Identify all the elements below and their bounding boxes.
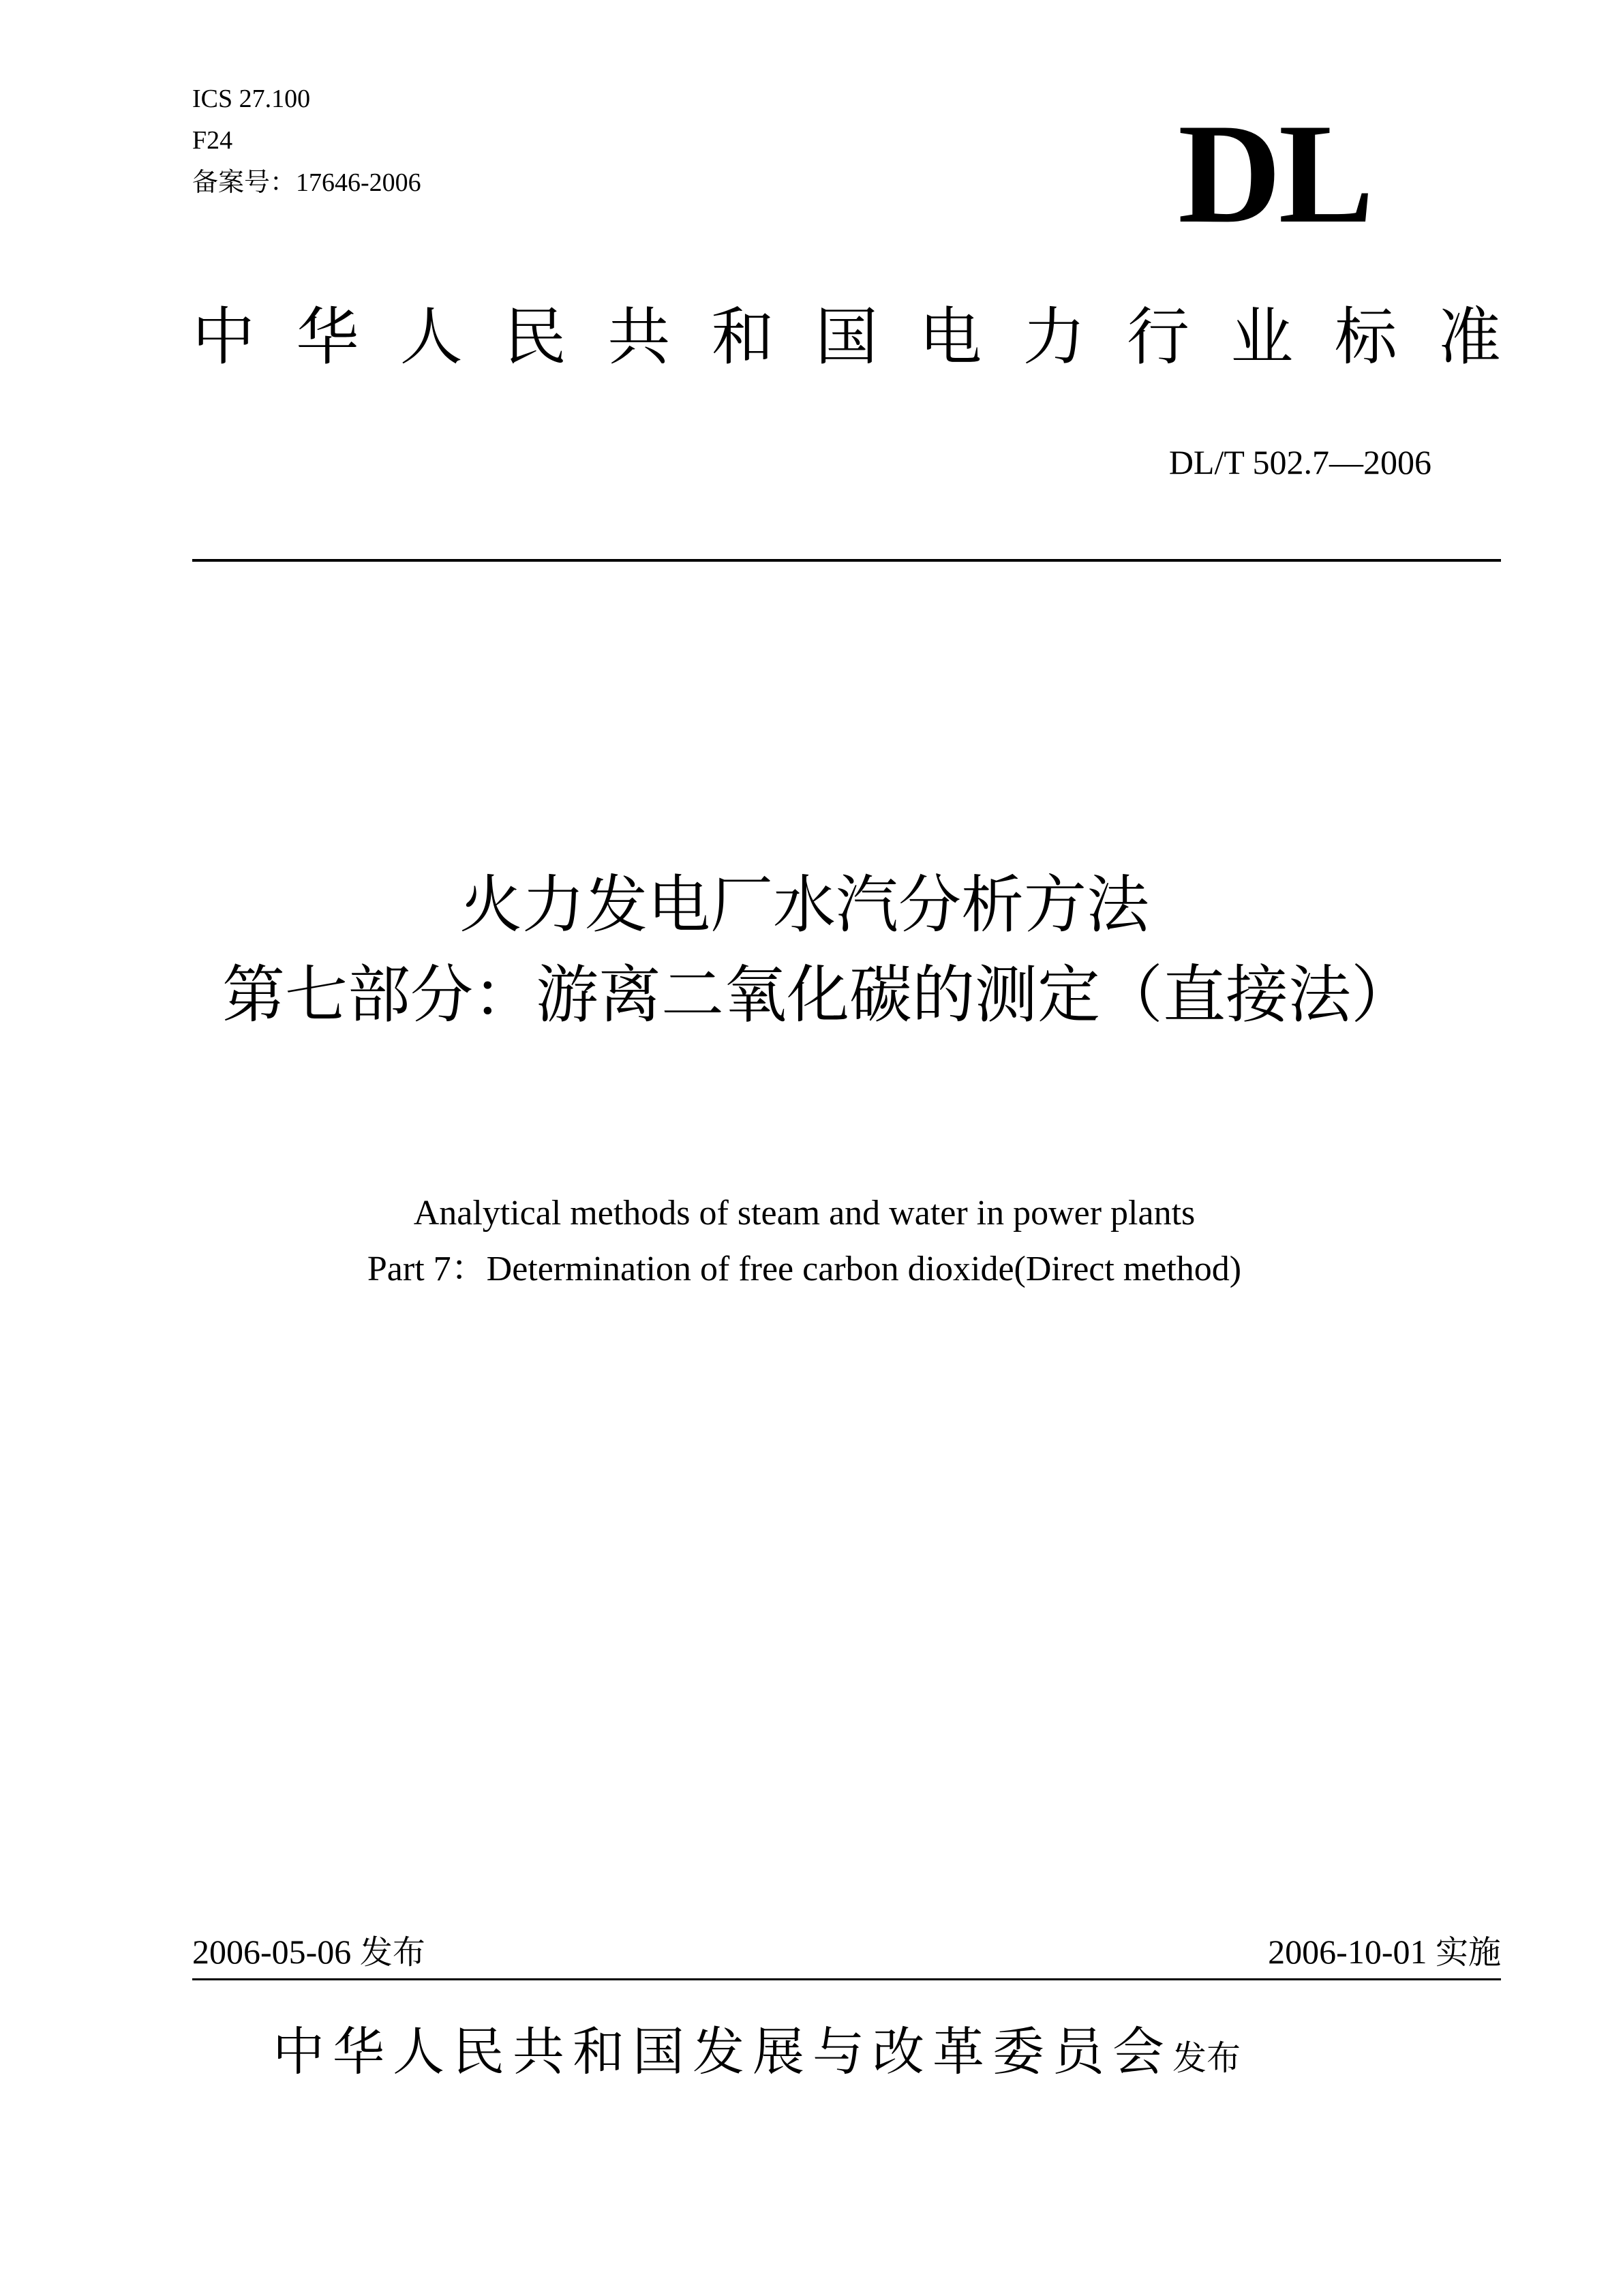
standard-category-char: 国 [815, 301, 878, 374]
title-chinese-line-1: 火力发电厂水汽分析方法 [459, 868, 1149, 941]
title-english-line-1: Analytical methods of steam and water in power plants [413, 1194, 1196, 1233]
standard-category-char: 力 [1022, 301, 1086, 374]
standard-category-char: 准 [1438, 301, 1501, 374]
ics-code: ICS 27.100 [192, 85, 311, 113]
standard-category-char: 民 [503, 301, 566, 374]
standard-category-char: 共 [607, 301, 671, 374]
standard-category-char: 电 [919, 301, 982, 374]
standard-number: DL/T 502.7—2006 [1168, 443, 1431, 481]
standard-category [192, 300, 1501, 375]
dl-logo: DL [1178, 95, 1371, 253]
issue-date [192, 1931, 425, 1974]
standard-category-char: 标 [1334, 301, 1397, 374]
issuing-organization: 中华人民共和国发展与改革委员会 [273, 2021, 1172, 2082]
standard-category-char: 和 [711, 301, 774, 374]
standard-category-char: 中 [192, 301, 256, 374]
issuing-authority [273, 2018, 1418, 2092]
implementation-date-value: 2006-10-01 [1268, 1933, 1427, 1971]
issue-date-value: 2006-05-06 [192, 1933, 352, 1971]
header-divider [192, 559, 1501, 562]
standard-category-char: 人 [399, 301, 463, 374]
footer-divider [192, 1978, 1501, 1980]
title-chinese-line-2: 第七部分：游离二氧化碳的测定（直接法） [222, 958, 1414, 1031]
record-number: 备案号：17646-2006 [192, 168, 421, 197]
implementation-date-label: 实施 [1435, 1933, 1501, 1972]
standard-category-char: 业 [1230, 301, 1294, 374]
implementation-date [954, 1931, 1501, 1974]
title-english-line-2: Part 7：Determination of free carbon dioxide(Direct method) [367, 1250, 1242, 1288]
standard-category-char: 行 [1126, 301, 1189, 374]
issue-date-label: 发布 [359, 1933, 425, 1972]
standard-category-char: 华 [296, 301, 359, 374]
issuing-label: 发布 [1172, 2038, 1241, 2078]
ccs-code: F24 [192, 126, 233, 155]
